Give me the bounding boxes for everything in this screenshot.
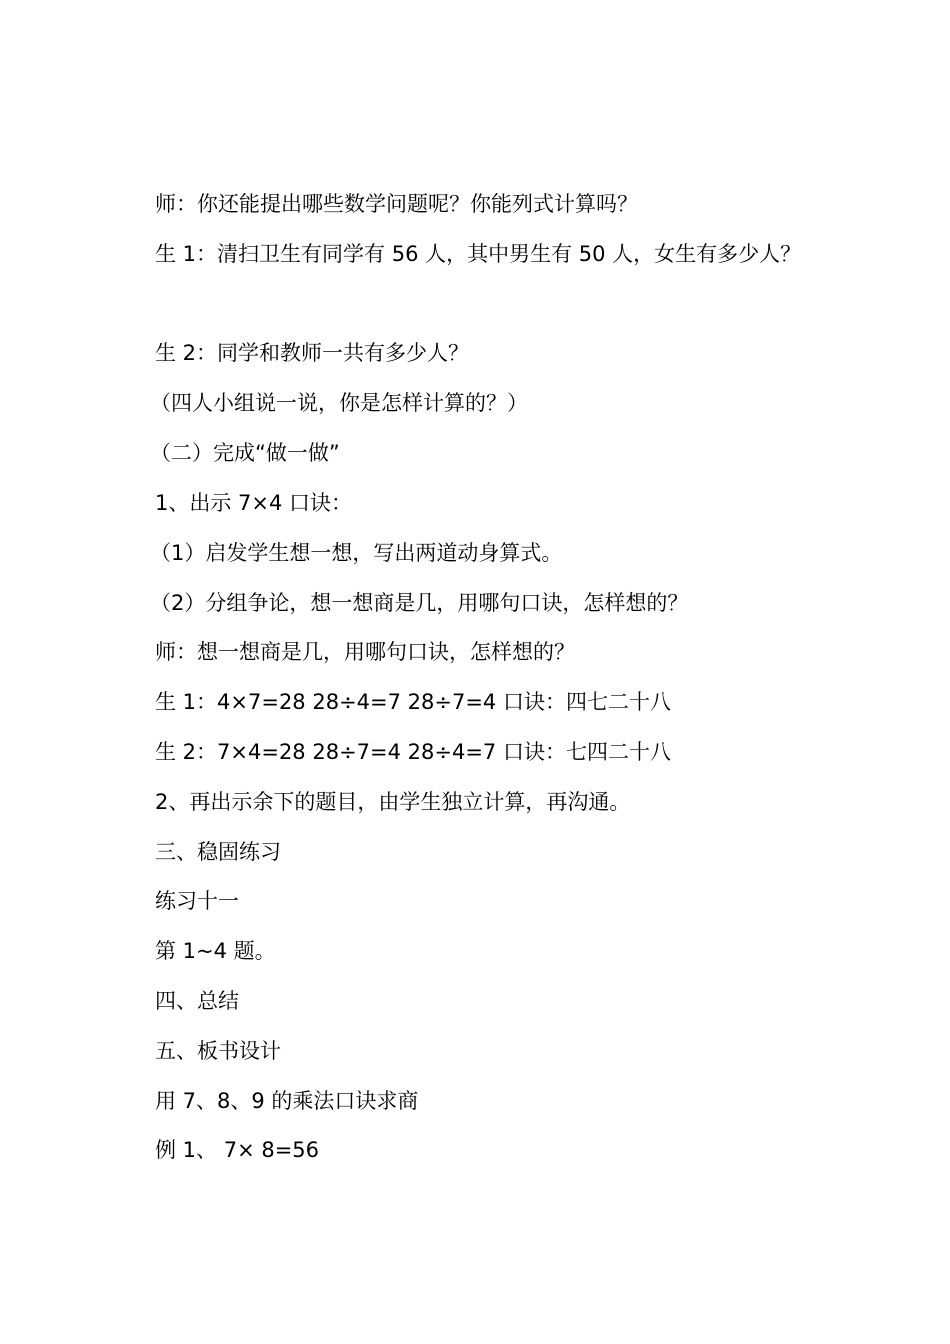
item-1-show-formula: 1、出示 7×4 口诀： [155, 491, 353, 515]
student2-question-line: 生 2：同学和教师一共有多少人？ [155, 341, 470, 365]
subitem-1-line: （1）启发学生想一想，写出两道动身算式。 [150, 541, 563, 565]
student1-answer-line: 生 1：4×7=28 28÷4=7 28÷7=4 口诀：四七二十八 [155, 690, 671, 714]
exercise-range: 第 1~4 题。 [155, 939, 276, 963]
section-heading-board-design: 五、板书设计 [155, 1039, 281, 1063]
section-heading-summary: 四、总结 [155, 989, 239, 1013]
section-heading-do-it: （二）完成“做一做” [150, 441, 340, 465]
student1-question-line: 生 1：清扫卫生有同学有 56 人，其中男生有 50 人，女生有多少人？ [155, 242, 802, 266]
section-heading-practice: 三、稳固练习 [155, 840, 281, 864]
subitem-2-line: （2）分组争论，想一想商是几，用哪句口诀，怎样想的？ [150, 591, 689, 615]
board-title-line: 用 7、8、9 的乘法口诀求商 [155, 1089, 419, 1113]
example-1-line: 例 1、 7× 8=56 [155, 1138, 320, 1162]
item-2-line: 2、再出示余下的题目，由学生独立计算，再沟通。 [155, 790, 631, 814]
exercise-title: 练习十一 [155, 889, 239, 913]
group-discussion-line: （四人小组说一说，你是怎样计算的？） [150, 391, 528, 415]
student2-answer-line: 生 2：7×4=28 28÷7=4 28÷4=7 口诀：七四二十八 [155, 740, 671, 764]
teacher-question-line: 师：你还能提出哪些数学问题呢？你能列式计算吗？ [155, 192, 638, 216]
teacher-think-line: 师：想一想商是几，用哪句口诀，怎样想的？ [155, 640, 575, 664]
